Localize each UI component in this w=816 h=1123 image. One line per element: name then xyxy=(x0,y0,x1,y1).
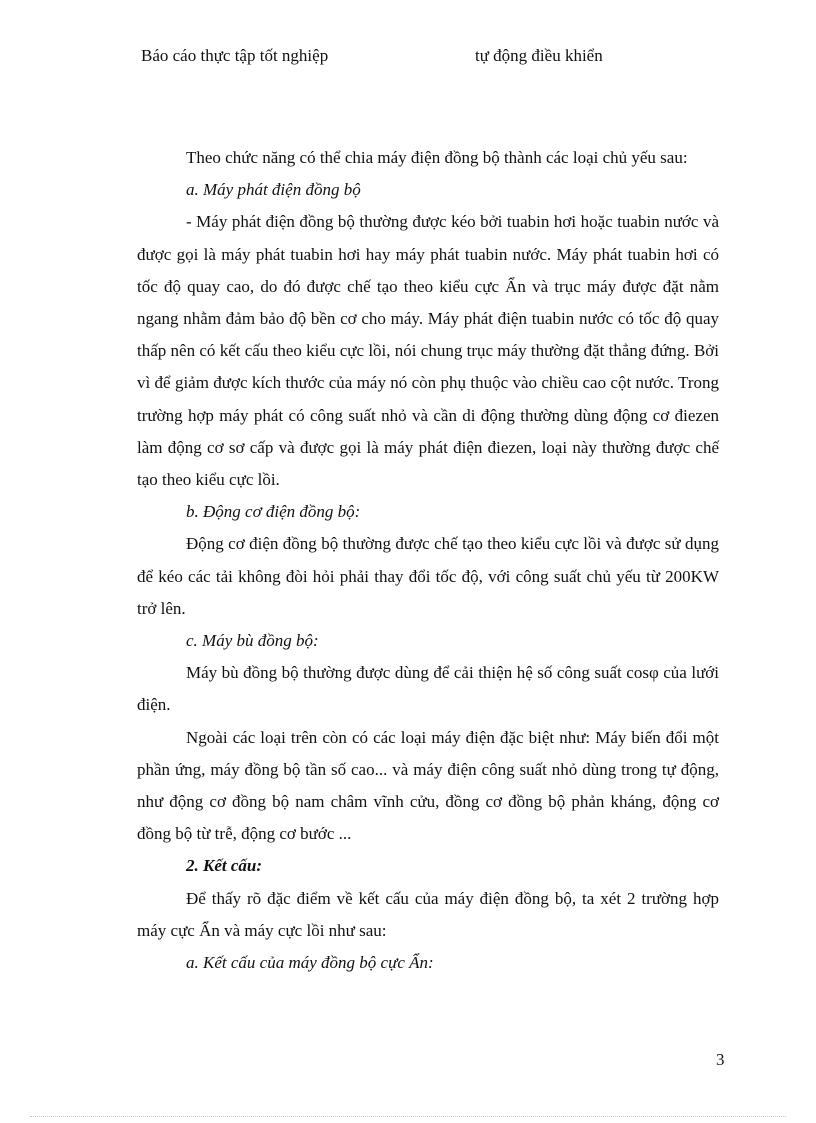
intro-paragraph: Theo chức năng có thể chia máy điện đồng bộ thành các loại chủ yếu sau: xyxy=(186,148,688,167)
document-body xyxy=(137,142,719,979)
header-right-title: tự động điều khiển xyxy=(475,46,603,65)
special-machines-paragraph: Ngoài các loại trên còn có các loại máy điện đặc biệt như: Máy biến đổi một phần ứng, máy đồng bộ tần số cao... và máy điện công suất nhỏ dùng trong tự động, như động cơ đồng bộ nam châm vĩnh cửu, đồng cơ đồng bộ phản kháng, động cơ đồng bộ từ trễ, động cơ bước ... xyxy=(137,727,719,844)
page-header xyxy=(0,46,816,70)
subheading-compensator: c. Máy bù đồng bộ: xyxy=(186,631,319,651)
structure-intro-paragraph: Để thấy rõ đặc điểm về kết cấu của máy điện đồng bộ, ta xét 2 trường hợp máy cực Ẩn và máy cực lồi như sau: xyxy=(137,888,719,940)
header-left-title: Báo cáo thực tập tốt nghiệp xyxy=(141,46,329,65)
page-bottom-divider xyxy=(30,1116,786,1117)
subheading-generator: a. Máy phát điện đồng bộ xyxy=(186,180,361,200)
section-heading-structure: 2. Kết cấu: xyxy=(186,856,263,876)
subheading-hidden-pole-structure: a. Kết cấu của máy đồng bộ cực Ẩn: xyxy=(186,953,434,973)
generator-paragraph: - Máy phát điện đồng bộ thường được kéo bởi tuabin hơi hoặc tuabin nước và được gọi là máy phát tuabin hơi hay máy phát tuabin nước. Máy phát tuabin hơi có tốc độ quay cao, do đó được chế tạo theo kiểu cực Ẩn và trục máy được đặt nằm ngang nhằm đảm bảo độ bền cơ cho máy. Máy phát điện tuabin nước có tốc độ quay thấp nên có kết cấu theo kiểu cực lồi, nói chung trục máy thường đặt thẳng đứng. Bởi vì để giảm được kích thước của máy nó còn phụ thuộc vào chiều cao cột nước. Trong trường hợp máy phát có công suất nhỏ và cần di động thường dùng động cơ điezen làm động cơ sơ cấp và được gọi là máy phát điện điezen, loại này thường được chế tạo theo kiểu cực lồi. xyxy=(137,212,719,490)
compensator-paragraph: Máy bù đồng bộ thường được dùng để cải thiện hệ số công suất cosφ của lưới điện. xyxy=(137,663,719,715)
page-number: 3 xyxy=(716,1050,725,1069)
motor-paragraph: Động cơ điện đồng bộ thường được chế tạo theo kiểu cực lồi và được sử dụng để kéo các tải không đòi hỏi phải thay đổi tốc độ, với công suất chủ yếu từ 200KW trở lên. xyxy=(137,534,719,618)
subheading-motor: b. Động cơ điện đồng bộ: xyxy=(186,502,361,522)
